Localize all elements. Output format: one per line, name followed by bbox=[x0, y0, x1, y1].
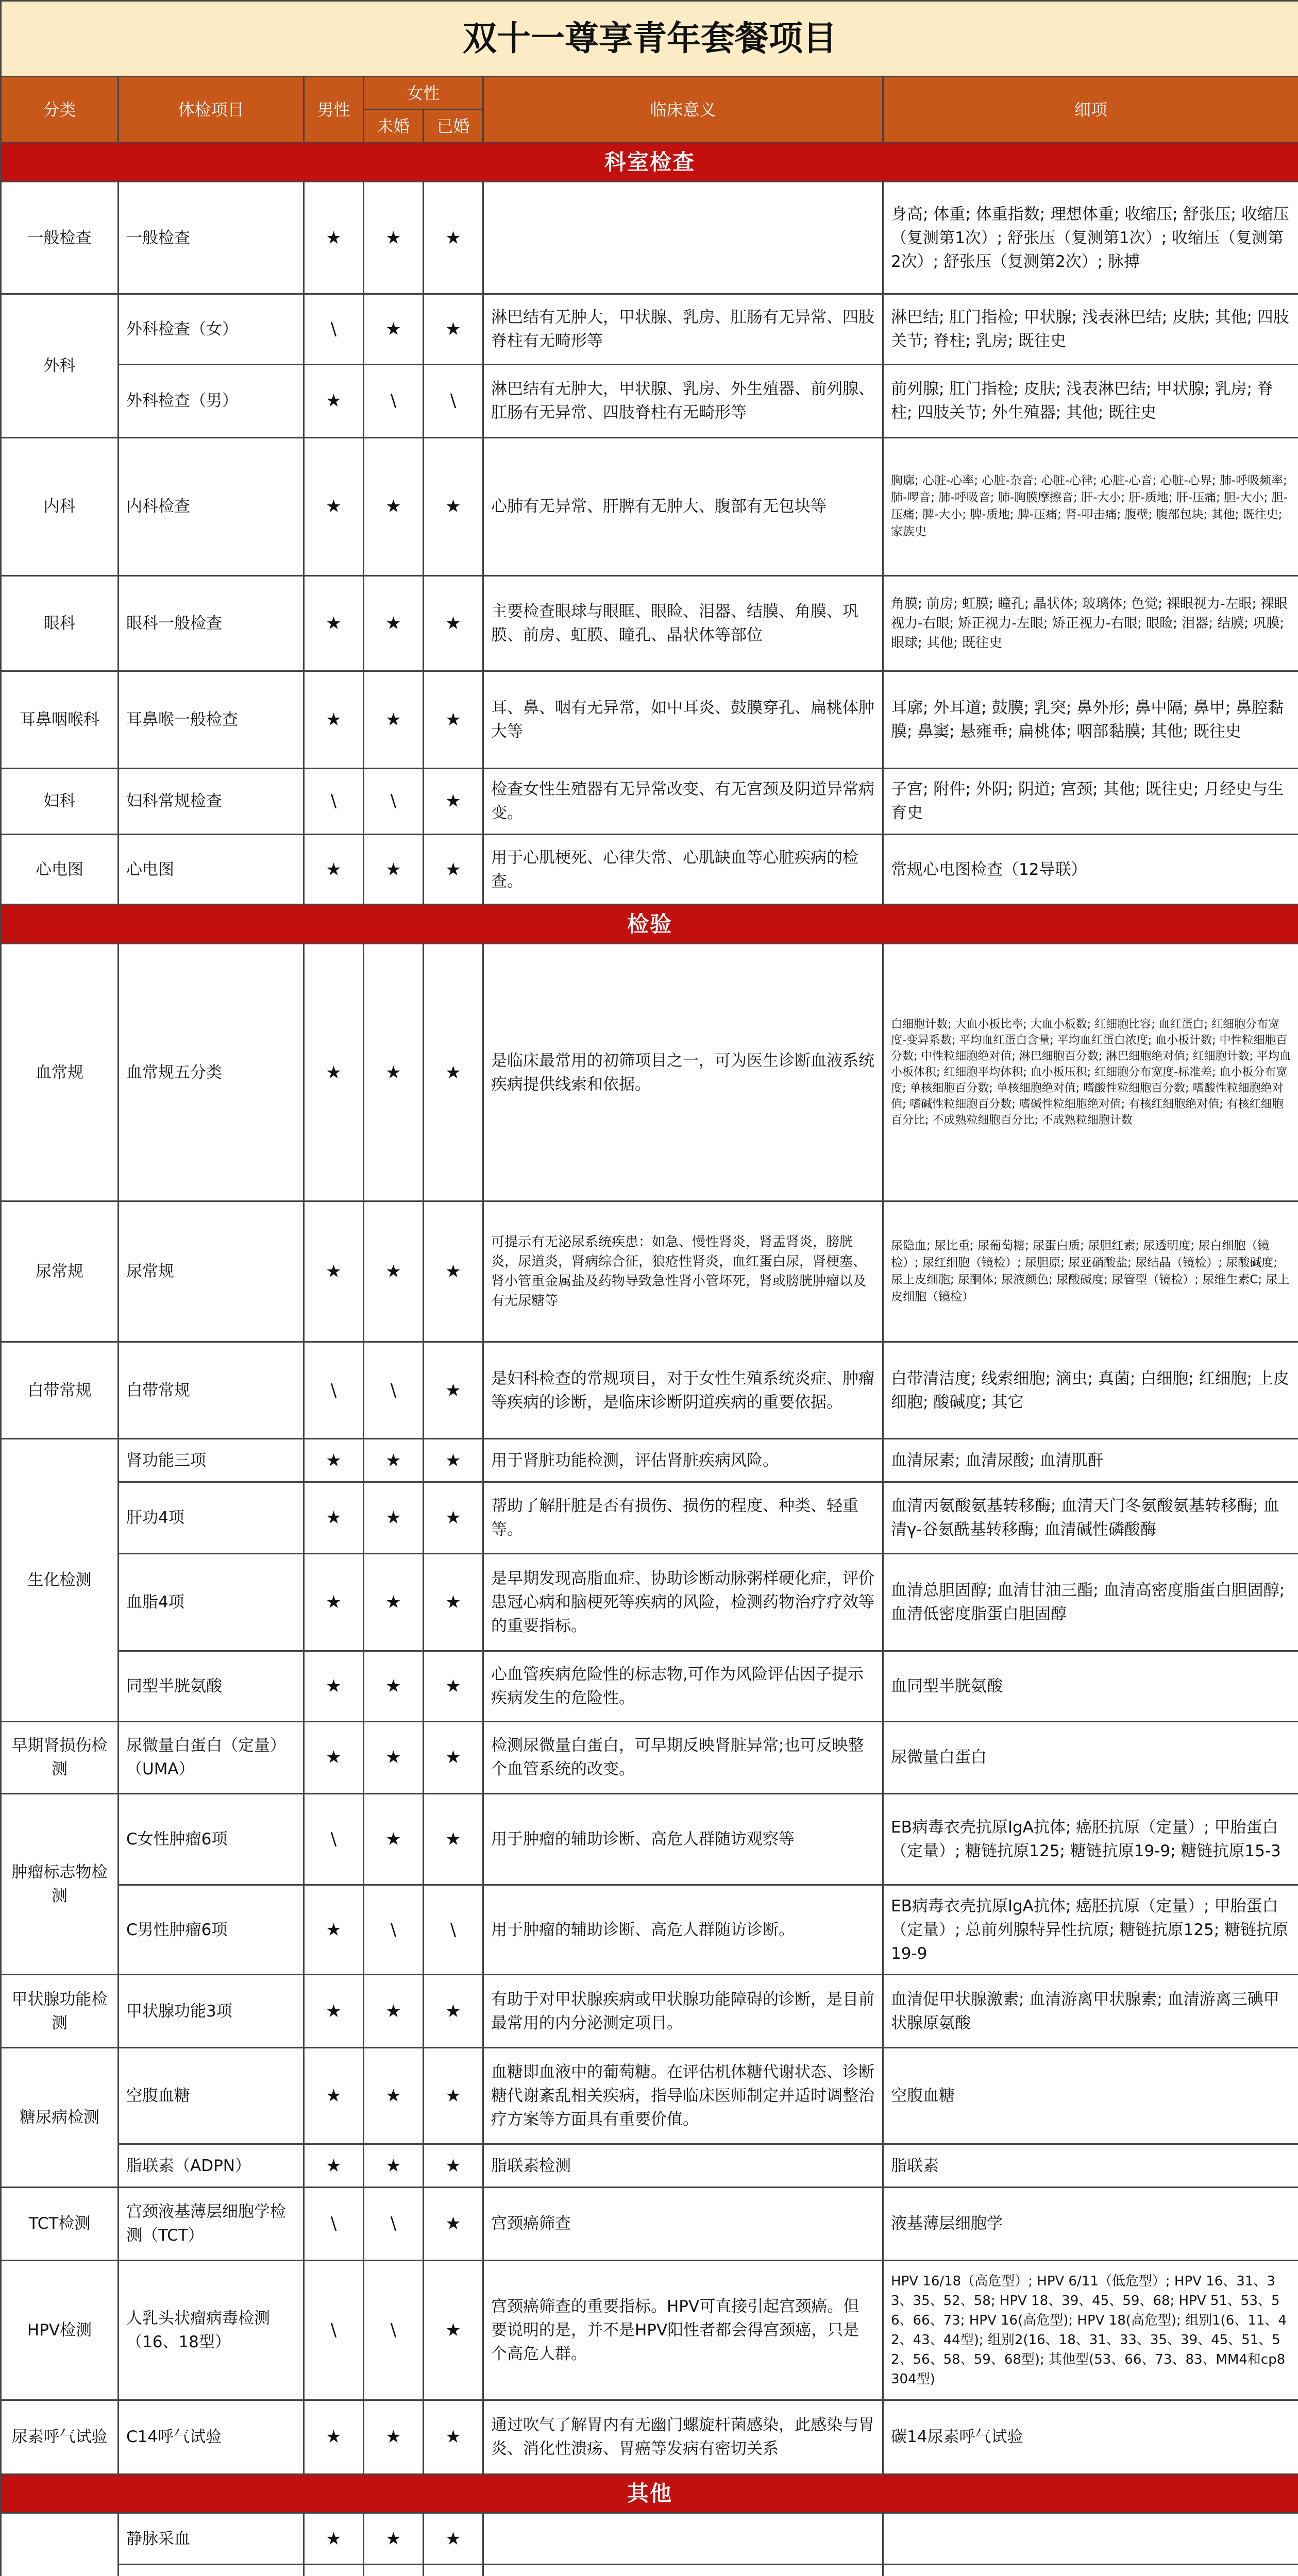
married-mark: ★ bbox=[424, 2513, 483, 2565]
row-details: 血同型半胱氨酸 bbox=[883, 1651, 1298, 1722]
row-meaning: 主要检查眼球与眼眶、眼睑、泪器、结膜、角膜、巩膜、前房、虹膜、瞳孔、晶状体等部位 bbox=[483, 575, 883, 671]
male-mark: ★ bbox=[304, 1201, 364, 1342]
row-item: 同型半胱氨酸 bbox=[119, 1651, 304, 1722]
table-row bbox=[1, 2565, 1298, 2576]
row-meaning bbox=[483, 181, 883, 294]
male-mark: ★ bbox=[304, 1885, 364, 1974]
header-category: 分类 bbox=[1, 77, 119, 143]
row-item bbox=[119, 2565, 304, 2576]
header-married: 已婚 bbox=[424, 110, 483, 143]
row-meaning: 宫颈癌筛查 bbox=[483, 2188, 883, 2261]
row-item: 血常规五分类 bbox=[119, 943, 304, 1201]
unmarried-mark: \ bbox=[364, 1342, 424, 1439]
male-mark: ★ bbox=[304, 2513, 364, 2565]
male-mark: \ bbox=[304, 768, 364, 834]
male-mark: \ bbox=[304, 2188, 364, 2261]
row-item: C14呼气试验 bbox=[119, 2400, 304, 2474]
row-item: 妇科常规检查 bbox=[119, 768, 304, 834]
table-row bbox=[1, 1439, 1298, 1482]
row-meaning: 淋巴结有无肿大，甲状腺、乳房、肛肠有无异常、四肢脊柱有无畸形等 bbox=[483, 294, 883, 365]
row-category bbox=[1, 2513, 119, 2576]
male-mark: ★ bbox=[304, 943, 364, 1201]
unmarried-mark: ★ bbox=[364, 943, 424, 1201]
married-mark: ★ bbox=[424, 1482, 483, 1554]
row-details: HPV 16/18（高危型）; HPV 6/11（低危型）; HPV 16、31、33、35、52、58; HPV 18、39、45、59、68; HPV 51、53、56、66、73; HPV 16(高危型); HPV 18(高危型); 组别1(6、11、42、43、44型); 组别2(16、18、31、33、35、39、45、51、52、56、58、59、68型); 其他型(53、66、73、83、MM4和cp8304型) bbox=[883, 2260, 1298, 2400]
row-category: TCT检测 bbox=[1, 2188, 119, 2261]
married-mark: ★ bbox=[424, 181, 483, 294]
married-mark: ★ bbox=[424, 768, 483, 834]
male-mark: \ bbox=[304, 1794, 364, 1885]
row-item: 肾功能三项 bbox=[119, 1439, 304, 1482]
header-unmarried: 未婚 bbox=[364, 110, 424, 143]
row-meaning bbox=[483, 2513, 883, 2565]
row-details: EB病毒衣壳抗原IgA抗体; 癌胚抗原（定量）; 甲胎蛋白（定量）; 糖链抗原125; 糖链抗原19-9; 糖链抗原15-3 bbox=[883, 1794, 1298, 1885]
unmarried-mark: ★ bbox=[364, 1721, 424, 1794]
male-mark: ★ bbox=[304, 1439, 364, 1482]
male-mark: ★ bbox=[304, 2048, 364, 2144]
row-details: 血清丙氨酸氨基转移酶; 血清天门冬氨酸氨基转移酶; 血清γ-谷氨酰基转移酶; 血清碱性磷酸酶 bbox=[883, 1482, 1298, 1554]
male-mark: ★ bbox=[304, 2400, 364, 2474]
row-details bbox=[883, 2513, 1298, 2565]
male-mark bbox=[304, 2565, 364, 2576]
unmarried-mark bbox=[364, 2565, 424, 2576]
table-row bbox=[1, 1201, 1298, 1342]
row-category: 耳鼻咽喉科 bbox=[1, 671, 119, 768]
male-mark: ★ bbox=[304, 364, 364, 437]
unmarried-mark: ★ bbox=[364, 1975, 424, 2048]
table-row bbox=[1, 1482, 1298, 1554]
married-mark: ★ bbox=[424, 1721, 483, 1794]
row-meaning: 血糖即血液中的葡萄糖。在评估机体糖代谢状态、诊断糖代谢紊乱相关疾病，指导临床医师制定并适时调整治疗方案等方面具有重要价值。 bbox=[483, 2048, 883, 2144]
row-details: 血清促甲状腺激素; 血清游离甲状腺素; 血清游离三碘甲状腺原氨酸 bbox=[883, 1975, 1298, 2048]
unmarried-mark: ★ bbox=[364, 2048, 424, 2144]
table-row bbox=[1, 2188, 1298, 2261]
row-category: 眼科 bbox=[1, 575, 119, 671]
male-mark: ★ bbox=[304, 437, 364, 575]
unmarried-mark: ★ bbox=[364, 1482, 424, 1554]
row-details: 液基薄层细胞学 bbox=[883, 2188, 1298, 2261]
row-item: 人乳头状瘤病毒检测（16、18型） bbox=[119, 2260, 304, 2400]
row-meaning: 用于肾脏功能检测，评估肾脏疾病风险。 bbox=[483, 1439, 883, 1482]
unmarried-mark: \ bbox=[364, 364, 424, 437]
married-mark: ★ bbox=[424, 834, 483, 905]
row-category: 妇科 bbox=[1, 768, 119, 834]
header-meaning: 临床意义 bbox=[483, 77, 883, 143]
unmarried-mark: ★ bbox=[364, 437, 424, 575]
married-mark bbox=[424, 2565, 483, 2576]
married-mark: ★ bbox=[424, 1651, 483, 1722]
row-item: 肝功4项 bbox=[119, 1482, 304, 1554]
male-mark: ★ bbox=[304, 575, 364, 671]
row-item: 静脉采血 bbox=[119, 2513, 304, 2565]
married-mark: ★ bbox=[424, 1794, 483, 1885]
male-mark: \ bbox=[304, 294, 364, 365]
row-details: 胸廓; 心脏-心率; 心脏-杂音; 心脏-心律; 心脏-心音; 心脏-心界; 肺-呼吸频率; 肺-啰音; 肺-呼吸音; 肺-胸膜摩擦音; 肝-大小; 肝-质地; 肝-压痛; 胆-大小; 胆-压痛; 脾-大小; 脾-质地; 脾-压痛; 肾-叩击痛; 腹壁; 腹部包块; 其他; 既往史; 家族史 bbox=[883, 437, 1298, 575]
row-details: 常规心电图检查（12导联） bbox=[883, 834, 1298, 905]
table-row bbox=[1, 1975, 1298, 2048]
row-category: 甲状腺功能检测 bbox=[1, 1975, 119, 2048]
row-meaning: 宫颈癌筛查的重要指标。HPV可直接引起宫颈癌。但要说明的是，并不是HPV阳性者都会得宫颈癌，只是个高危人群。 bbox=[483, 2260, 883, 2400]
row-details: 尿隐血; 尿比重; 尿葡萄糖; 尿蛋白质; 尿胆红素; 尿透明度; 尿白细胞（镜检）; 尿红细胞（镜检）; 尿胆原; 尿亚硝酸盐; 尿结晶（镜检）; 尿酸碱度; 尿上皮细胞; 尿酮体; 尿液颜色; 尿酸碱度; 尿管型（镜检）; 尿维生素C; 尿上皮细胞（镜检） bbox=[883, 1201, 1298, 1342]
row-details: 碳14尿素呼气试验 bbox=[883, 2400, 1298, 2474]
row-category: 早期肾损伤检测 bbox=[1, 1721, 119, 1794]
male-mark: ★ bbox=[304, 671, 364, 768]
row-details: 淋巴结; 肛门指检; 甲状腺; 浅表淋巴结; 皮肤; 其他; 四肢关节; 脊柱; 乳房; 既往史 bbox=[883, 294, 1298, 365]
header-item: 体检项目 bbox=[119, 77, 304, 143]
row-details: 脂联素 bbox=[883, 2144, 1298, 2188]
unmarried-mark: ★ bbox=[364, 1794, 424, 1885]
married-mark: ★ bbox=[424, 2048, 483, 2144]
married-mark: \ bbox=[424, 364, 483, 437]
row-details: 子宫; 附件; 外阴; 阴道; 宫颈; 其他; 既往史; 月经史与生育史 bbox=[883, 768, 1298, 834]
married-mark: ★ bbox=[424, 1201, 483, 1342]
married-mark: ★ bbox=[424, 575, 483, 671]
unmarried-mark: ★ bbox=[364, 671, 424, 768]
row-item: C女性肿瘤6项 bbox=[119, 1794, 304, 1885]
row-item: 甲状腺功能3项 bbox=[119, 1975, 304, 2048]
male-mark: ★ bbox=[304, 834, 364, 905]
unmarried-mark: \ bbox=[364, 2188, 424, 2261]
unmarried-mark: ★ bbox=[364, 181, 424, 294]
male-mark: ★ bbox=[304, 1651, 364, 1722]
row-item: 尿微量白蛋白（定量）（UMA） bbox=[119, 1721, 304, 1794]
row-meaning: 淋巴结有无肿大，甲状腺、乳房、外生殖器、前列腺、肛肠有无异常、四肢脊柱有无畸形等 bbox=[483, 364, 883, 437]
unmarried-mark: ★ bbox=[364, 1201, 424, 1342]
table-row bbox=[1, 2400, 1298, 2474]
row-meaning: 用于心肌梗死、心律失常、心肌缺血等心脏疾病的检查。 bbox=[483, 834, 883, 905]
row-category: HPV检测 bbox=[1, 2260, 119, 2400]
unmarried-mark: ★ bbox=[364, 1553, 424, 1651]
row-meaning: 是早期发现高脂血症、协助诊断动脉粥样硬化症，评价患冠心病和脑梗死等疾病的风险，检测药物治疗疗效等的重要指标。 bbox=[483, 1553, 883, 1651]
unmarried-mark: ★ bbox=[364, 575, 424, 671]
row-item: 尿常规 bbox=[119, 1201, 304, 1342]
row-item: 耳鼻喉一般检查 bbox=[119, 671, 304, 768]
section-header: 其他 bbox=[1, 2474, 1298, 2513]
table-row bbox=[1, 294, 1298, 365]
row-details: 白带清洁度; 线索细胞; 滴虫; 真菌; 白细胞; 红细胞; 上皮细胞; 酸碱度; 其它 bbox=[883, 1342, 1298, 1439]
row-item: 宫颈液基薄层细胞学检测（TCT） bbox=[119, 2188, 304, 2261]
table-row bbox=[1, 1885, 1298, 1974]
married-mark: ★ bbox=[424, 943, 483, 1201]
table-row bbox=[1, 1721, 1298, 1794]
row-category: 尿素呼气试验 bbox=[1, 2400, 119, 2474]
table-row bbox=[1, 834, 1298, 905]
row-item: 白带常规 bbox=[119, 1342, 304, 1439]
row-category: 一般检查 bbox=[1, 181, 119, 294]
table-row bbox=[1, 181, 1298, 294]
header-details: 细项 bbox=[883, 77, 1298, 143]
row-details: 空腹血糖 bbox=[883, 2048, 1298, 2144]
row-category: 白带常规 bbox=[1, 1342, 119, 1439]
table-row bbox=[1, 2260, 1298, 2400]
row-meaning: 用于肿瘤的辅助诊断、高危人群随访观察等 bbox=[483, 1794, 883, 1885]
row-details: 前列腺; 肛门指检; 皮肤; 浅表淋巴结; 甲状腺; 乳房; 脊柱; 四肢关节; 外生殖器; 其他; 既往史 bbox=[883, 364, 1298, 437]
row-item: 内科检查 bbox=[119, 437, 304, 575]
row-item: 外科检查（男） bbox=[119, 364, 304, 437]
row-meaning bbox=[483, 2565, 883, 2576]
table-row bbox=[1, 364, 1298, 437]
row-category: 血常规 bbox=[1, 943, 119, 1201]
male-mark: \ bbox=[304, 1342, 364, 1439]
row-meaning: 耳、鼻、咽有无异常，如中耳炎、鼓膜穿孔、扁桃体肿大等 bbox=[483, 671, 883, 768]
row-category: 糖尿病检测 bbox=[1, 2048, 119, 2188]
unmarried-mark: \ bbox=[364, 1885, 424, 1974]
table-row bbox=[1, 1651, 1298, 1722]
row-meaning: 心血管疾病危险性的标志物,可作为风险评估因子提示疾病发生的危险性。 bbox=[483, 1651, 883, 1722]
row-meaning: 可提示有无泌尿系统疾患：如急、慢性肾炎，肾盂肾炎，膀胱炎，尿道炎，肾病综合征，狼疮性肾炎，血红蛋白尿，肾梗塞、肾小管重金属盐及药物导致急性肾小管坏死，肾或膀胱肿瘤以及有无尿糖等 bbox=[483, 1201, 883, 1342]
married-mark: ★ bbox=[424, 1439, 483, 1482]
unmarried-mark: \ bbox=[364, 768, 424, 834]
row-meaning: 检测尿微量白蛋白，可早期反映肾脏异常;也可反映整个血管系统的改变。 bbox=[483, 1721, 883, 1794]
row-item: 心电图 bbox=[119, 834, 304, 905]
table-row bbox=[1, 437, 1298, 575]
row-meaning: 心肺有无异常、肝脾有无肿大、腹部有无包块等 bbox=[483, 437, 883, 575]
table-row bbox=[1, 1553, 1298, 1651]
row-meaning: 有助于对甲状腺疾病或甲状腺功能障碍的诊断，是目前最常用的内分泌测定项目。 bbox=[483, 1975, 883, 2048]
row-meaning: 帮助了解肝脏是否有损伤、损伤的程度、种类、轻重等。 bbox=[483, 1482, 883, 1554]
unmarried-mark: ★ bbox=[364, 2400, 424, 2474]
married-mark: ★ bbox=[424, 1342, 483, 1439]
unmarried-mark: ★ bbox=[364, 1651, 424, 1722]
table-row bbox=[1, 1794, 1298, 1885]
row-category: 尿常规 bbox=[1, 1201, 119, 1342]
married-mark: ★ bbox=[424, 294, 483, 365]
row-details: 血清尿素; 血清尿酸; 血清肌酐 bbox=[883, 1439, 1298, 1482]
married-mark: \ bbox=[424, 1885, 483, 1974]
row-details: 耳廓; 外耳道; 鼓膜; 乳突; 鼻外形; 鼻中隔; 鼻甲; 鼻腔黏膜; 鼻窦; 悬雍垂; 扁桃体; 咽部黏膜; 其他; 既往史 bbox=[883, 671, 1298, 768]
row-details: EB病毒衣壳抗原IgA抗体; 癌胚抗原（定量）; 甲胎蛋白（定量）; 总前列腺特异性抗原; 糖链抗原125; 糖链抗原19-9 bbox=[883, 1885, 1298, 1974]
table-row bbox=[1, 943, 1298, 1201]
table-row bbox=[1, 2144, 1298, 2188]
unmarried-mark: \ bbox=[364, 2260, 424, 2400]
male-mark: ★ bbox=[304, 1553, 364, 1651]
row-item: 血脂4项 bbox=[119, 1553, 304, 1651]
male-mark: ★ bbox=[304, 1975, 364, 2048]
married-mark: ★ bbox=[424, 437, 483, 575]
row-item: C男性肿瘤6项 bbox=[119, 1885, 304, 1974]
table-row bbox=[1, 768, 1298, 834]
married-mark: ★ bbox=[424, 2400, 483, 2474]
row-meaning: 用于肿瘤的辅助诊断、高危人群随访诊断。 bbox=[483, 1885, 883, 1974]
row-meaning: 是临床最常用的初筛项目之一，可为医生诊断血液系统疾病提供线索和依据。 bbox=[483, 943, 883, 1201]
section-header: 检验 bbox=[1, 905, 1298, 944]
row-meaning: 通过吹气了解胃内有无幽门螺旋杆菌感染，此感染与胃炎、消化性溃疡、胃癌等发病有密切关系 bbox=[483, 2400, 883, 2474]
row-category: 内科 bbox=[1, 437, 119, 575]
section-header: 科室检查 bbox=[1, 143, 1298, 182]
married-mark: ★ bbox=[424, 1553, 483, 1651]
unmarried-mark: ★ bbox=[364, 294, 424, 365]
row-item: 空腹血糖 bbox=[119, 2048, 304, 2144]
married-mark: ★ bbox=[424, 671, 483, 768]
unmarried-mark: ★ bbox=[364, 1439, 424, 1482]
table-row bbox=[1, 671, 1298, 768]
row-category: 心电图 bbox=[1, 834, 119, 905]
table-row bbox=[1, 575, 1298, 671]
row-category: 生化检测 bbox=[1, 1439, 119, 1721]
row-details bbox=[883, 2565, 1298, 2576]
married-mark: ★ bbox=[424, 2260, 483, 2400]
row-category: 肿瘤标志物检测 bbox=[1, 1794, 119, 1975]
row-details: 身高; 体重; 体重指数; 理想体重; 收缩压; 舒张压; 收缩压（复测第1次）; 舒张压（复测第1次）; 收缩压（复测第2次）; 舒张压（复测第2次）; 脉搏 bbox=[883, 181, 1298, 294]
male-mark: \ bbox=[304, 2260, 364, 2400]
row-item: 一般检查 bbox=[119, 181, 304, 294]
page-title: 双十一尊享青年套餐项目 bbox=[1, 1, 1298, 77]
row-item: 外科检查（女） bbox=[119, 294, 304, 365]
married-mark: ★ bbox=[424, 2144, 483, 2188]
unmarried-mark: ★ bbox=[364, 2513, 424, 2565]
row-category: 外科 bbox=[1, 294, 119, 437]
row-details: 白细胞计数; 大血小板比率; 大血小板数; 红细胞比容; 血红蛋白; 红细胞分布宽度-变异系数; 平均血红蛋白含量; 平均血红蛋白浓度; 血小板计数; 中性粒细胞百分数; 中性粒细胞绝对值; 淋巴细胞百分数; 淋巴细胞绝对值; 红细胞计数; 平均血小板体积; 红细胞平均体积; 血小板压积; 红细胞分布宽度-标准差; 血小板分布宽度; 单核细胞百分数; 单核细胞绝对值; 嗜酸性粒细胞百分数; 嗜酸性粒细胞绝对值; 嗜碱性粒细胞百分数; 嗜碱性粒细胞绝对值; 有核红细胞绝对值; 有核红细胞百分比; 不成熟粒细胞百分比; 不成熟粒细胞计数 bbox=[883, 943, 1298, 1201]
header-female: 女性 bbox=[364, 77, 483, 110]
male-mark: ★ bbox=[304, 2144, 364, 2188]
row-meaning: 脂联素检测 bbox=[483, 2144, 883, 2188]
table-row bbox=[1, 2048, 1298, 2144]
row-details: 血清总胆固醇; 血清甘油三酯; 血清高密度脂蛋白胆固醇; 血清低密度脂蛋白胆固醇 bbox=[883, 1553, 1298, 1651]
header-male: 男性 bbox=[304, 77, 364, 143]
male-mark: ★ bbox=[304, 1721, 364, 1794]
male-mark: ★ bbox=[304, 181, 364, 294]
table-row bbox=[1, 1342, 1298, 1439]
row-meaning: 检查女性生殖器有无异常改变、有无宫颈及阴道异常病变。 bbox=[483, 768, 883, 834]
married-mark: ★ bbox=[424, 1975, 483, 2048]
married-mark: ★ bbox=[424, 2188, 483, 2261]
table-row bbox=[1, 2513, 1298, 2565]
unmarried-mark: ★ bbox=[364, 834, 424, 905]
row-details: 角膜; 前房; 虹膜; 瞳孔; 晶状体; 玻璃体; 色觉; 裸眼视力-左眼; 裸眼视力-右眼; 矫正视力-左眼; 矫正视力-右眼; 眼睑; 泪器; 结膜; 巩膜; 眼球; 其他; 既往史 bbox=[883, 575, 1298, 671]
row-meaning: 是妇科检查的常规项目，对于女性生殖系统炎症、肿瘤等疾病的诊断，是临床诊断阴道疾病的重要依据。 bbox=[483, 1342, 883, 1439]
male-mark: ★ bbox=[304, 1482, 364, 1554]
unmarried-mark: ★ bbox=[364, 2144, 424, 2188]
row-item: 眼科一般检查 bbox=[119, 575, 304, 671]
row-item: 脂联素（ADPN） bbox=[119, 2144, 304, 2188]
row-details: 尿微量白蛋白 bbox=[883, 1721, 1298, 1794]
